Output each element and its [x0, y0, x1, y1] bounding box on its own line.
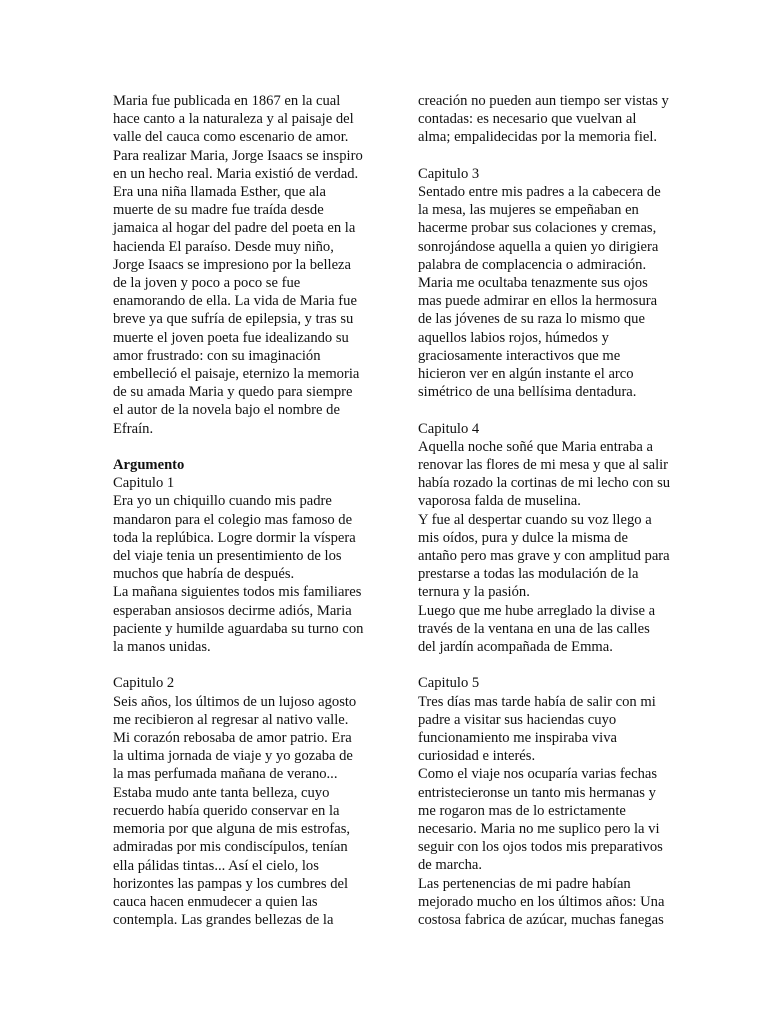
paragraph-gap — [113, 438, 385, 456]
paragraph-gap — [418, 147, 690, 165]
chapter-4-text: Aquella noche soñé que Maria entraba a renovar las flores de mi mesa y que al salir había rozado la cortinas de mi lecho con su vaporosa falda de muselina. Y fue al despertar cuando su voz llego a mis oídos, pura y dulce la misma de antaño pero mas grave y con amplitud para prestarse a todas las modulación de la ternura y la pasión. Luego que me hube arreglado la divise a través de la ventana en una de las calles del jardín acompañada de Emma. — [418, 438, 671, 656]
paragraph-gap — [418, 656, 690, 674]
intro-paragraph: Maria fue publicada en 1867 en la cual hace canto a la naturaleza y al paisaje del valle del cauca como escenario de amor. Para realizar Maria, Jorge Isaacs se inspiro en un hecho real. Maria existió de verdad. Era una niña llamada Esther, que ala muerte de su madre fue traída desde jamaica al hogar del padre del poeta en la hacienda El paraíso. Desde muy niño, Jorge Isaacs se impresiono por la belleza de la joven y poco a poco se fue enamorando de ella. La vida de Maria fue breve ya que sufría de epilepsia, y tras su muerte el joven poeta fue idealizando su amor frustrado: con su imaginación embelleció el paisaje, eternizo la memoria de su amada Maria y quedo para siempre el autor de la novela bajo el nombre de Efraín. — [113, 93, 363, 437]
chapter-3-title: Capitulo 3 — [418, 165, 480, 182]
chapter-2-text: Seis años, los últimos de un lujoso agosto me recibieron al regresar al nativo valle. Mi corazón rebosaba de amor patrio. Era la ultima jornada de viaje y yo gozaba de la mas perfumada mañana de verano... Estaba mudo ante tanta belleza, cuyo recuerdo había querido conservar en la memoria por que alguna de mis estrofas, admiradas por mis condiscípulos, tenían ella pálidas tintas... Así el cielo, los horizontes las pampas y los cumbres del cauca hacen enmudecer a quien las contempla. Las grandes bellezas de la — [113, 693, 357, 929]
chapter-3-text: Sentado entre mis padres a la cabecera de la mesa, las mujeres se empeñaban en hacerme probar sus colaciones y cremas, sonrojándose aquella a quien yo dirigiera palabra de complacencia o admiración. Maria me ocultaba tenazmente sus ojos mas puede admirar en ellos la hermosura de las jóvenes de su raza lo mismo que aquellos labios rojos, húmedos y graciosamente interactivos que me hicieron ver en algún instante el arco simétrico de una bellísima dentadura. — [418, 184, 661, 401]
left-column — [113, 92, 385, 929]
argumento-heading: Argumento — [113, 457, 185, 474]
right-column — [418, 92, 690, 929]
chapter-1-title: Capitulo 1 — [113, 475, 175, 492]
chapter-5-text: Tres días mas tarde había de salir con mi padre a visitar sus haciendas cuyo funcionamiento me inspiraba viva curiosidad e interés. Como el viaje nos ocuparía varias fechas entristecieronse un tanto mis hermanas y me rogaron mas de lo estrictamente necesario. Maria no me suplico pero la vi seguir con los ojos todos mis preparativos de marcha. Las pertenencias de mi padre habían mejorado mucho en los últimos años: Una costosa fabrica de azúcar, muchas fanegas — [418, 693, 665, 929]
paragraph-gap — [418, 401, 690, 419]
chapter-5-title: Capitulo 5 — [418, 675, 480, 692]
chapter-1-text: Era yo un chiquillo cuando mis padre mandaron para el colegio mas famoso de toda la replúbica. Logre dormir la víspera del viaje tenia un presentimiento de los muchos que habría de después. La mañana siguientes todos mis familiares esperaban ansiosos decirme adiós, Maria paciente y humilde aguardaba su turno con la manos unidas. — [113, 493, 364, 656]
chapter-4-title: Capitulo 4 — [418, 420, 480, 437]
chapter-2-title: Capitulo 2 — [113, 675, 175, 692]
paragraph-gap — [113, 656, 385, 674]
chapter-2-continued-text: creación no pueden aun tiempo ser vistas y contadas: es necesario que vuelvan al alma; empalidecidas por la memoria fiel. — [418, 93, 669, 146]
